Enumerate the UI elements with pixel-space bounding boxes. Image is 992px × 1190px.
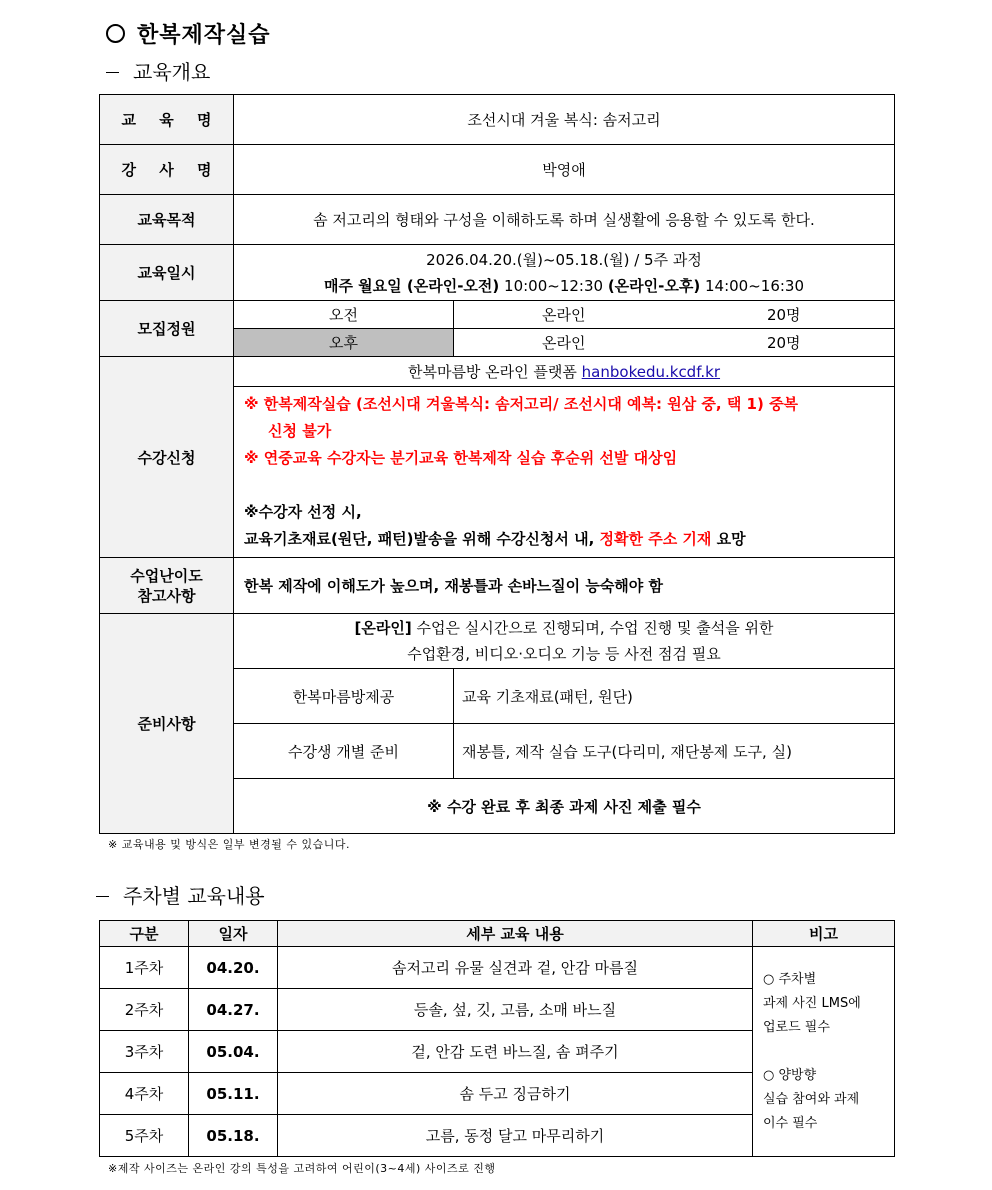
note-size: ※제작 사이즈는 온라인 강의 특성을 고려하여 어린이(3~4세) 사이즈로 진행 [108, 1162, 496, 1175]
table-row: 2주차 04.27. 등솔, 섶, 깃, 고름, 소매 바느질 [100, 989, 895, 1031]
quota-mode: 온라인 [454, 301, 674, 329]
prep-online: [온라인] 수업은 실시간으로 진행되며, 수업 진행 및 출석을 위한 수업환경, 비디오·오디오 기능 등 사전 점검 필요 [234, 614, 895, 669]
table-row: 1주차 04.20. 솜저고리 유물 실견과 겉, 안감 마름질 ○ 주차별 과제 사진 LMS에 업로드 필수 ○ 양방향 실습 참여와 과제 이수 필수 [100, 947, 895, 989]
apply-platform: 한복마름방 온라인 플랫폼 hanbokedu.kcdf.kr [234, 357, 895, 387]
apply-link[interactable]: hanbokedu.kcdf.kr [581, 363, 721, 381]
label-quota: 모집정원 [100, 301, 234, 357]
table-row: 4주차 05.11. 솜 두고 징금하기 [100, 1073, 895, 1115]
col-header: 비고 [753, 921, 895, 947]
apply-warning: ※ 한복제작실습 (조선시대 겨울복식: 솜저고리/ 조선시대 예복: 원삼 중, 택 1) 중복 [244, 395, 799, 413]
apply-warning: ※ 연중교육 수강자는 분기교육 한복제작 실습 후순위 선발 대상임 [244, 449, 678, 467]
table-row: 3주차 05.04. 겉, 안감 도련 바느질, 솜 펴주기 [100, 1031, 895, 1073]
course-date: 2026.04.20.(월)~05.18.(월) / 5주 과정 매주 월요일 (온라인-오전) 10:00~12:30 (온라인-오후) 14:00~16:30 [234, 245, 895, 301]
label-date: 교육일시 [100, 245, 234, 301]
prep-row-value: 교육 기초재료(패턴, 원단) [454, 669, 895, 724]
overview-table [99, 94, 895, 834]
course-goal: 솜 저고리의 형태와 구성을 이해하도록 하며 실생활에 응용할 수 있도록 한다. [234, 195, 895, 245]
quota-session: 오후 [234, 329, 454, 357]
prep-row-label: 한복마름방제공 [234, 669, 454, 724]
label-level: 수업난이도 참고사항 [100, 558, 234, 614]
table-row: 5주차 05.18. 고름, 동정 달고 마무리하기 [100, 1115, 895, 1157]
quota-session: 오전 [234, 301, 454, 329]
level-value: 한복 제작에 이해도가 높으며, 재봉틀과 손바느질이 능숙해야 함 [234, 558, 895, 614]
section-heading-overview: 교육개요 [106, 56, 210, 85]
page-title: 한복제작실습 [106, 18, 271, 49]
prep-final: ※ 수강 완료 후 최종 과제 사진 제출 필수 [234, 779, 895, 834]
lecturer-name: 박영애 [234, 145, 895, 195]
section-heading-weekly: 주차별 교육내용 [96, 880, 265, 909]
weekly-table [99, 920, 895, 1157]
label-lecturer: 강 사 명 [100, 145, 234, 195]
apply-details: ※ 한복제작실습 (조선시대 겨울복식: 솜저고리/ 조선시대 예복: 원삼 중, 택 1) 중복 신청 불가 ※ 연중교육 수강자는 분기교육 한복제작 실습 후순위 선발 대상임 ※수강자 선정 시, 교육기초재료(원단, 패턴)발송을 위해 수강신청서 내, 정확한 주소 기재 요망 [234, 387, 895, 558]
quota-count: 20명 [674, 301, 895, 329]
circle-icon [106, 24, 125, 43]
col-header: 구분 [100, 921, 189, 947]
quota-count: 20명 [674, 329, 895, 357]
prep-row-label: 수강생 개별 준비 [234, 724, 454, 779]
col-header: 일자 [189, 921, 278, 947]
label-goal: 교육목적 [100, 195, 234, 245]
note-change: ※ 교육내용 및 방식은 일부 변경될 수 있습니다. [108, 838, 350, 851]
quota-mode: 온라인 [454, 329, 674, 357]
label-apply: 수강신청 [100, 357, 234, 558]
remark: ○ 주차별 과제 사진 LMS에 업로드 필수 ○ 양방향 실습 참여와 과제 이수 필수 [753, 947, 895, 1157]
col-header: 세부 교육 내용 [278, 921, 753, 947]
course-name: 조선시대 겨울 복식: 솜저고리 [234, 95, 895, 145]
label-name: 교 육 명 [100, 95, 234, 145]
label-prep: 준비사항 [100, 614, 234, 834]
prep-row-value: 재봉틀, 제작 실습 도구(다리미, 재단봉제 도구, 실) [454, 724, 895, 779]
